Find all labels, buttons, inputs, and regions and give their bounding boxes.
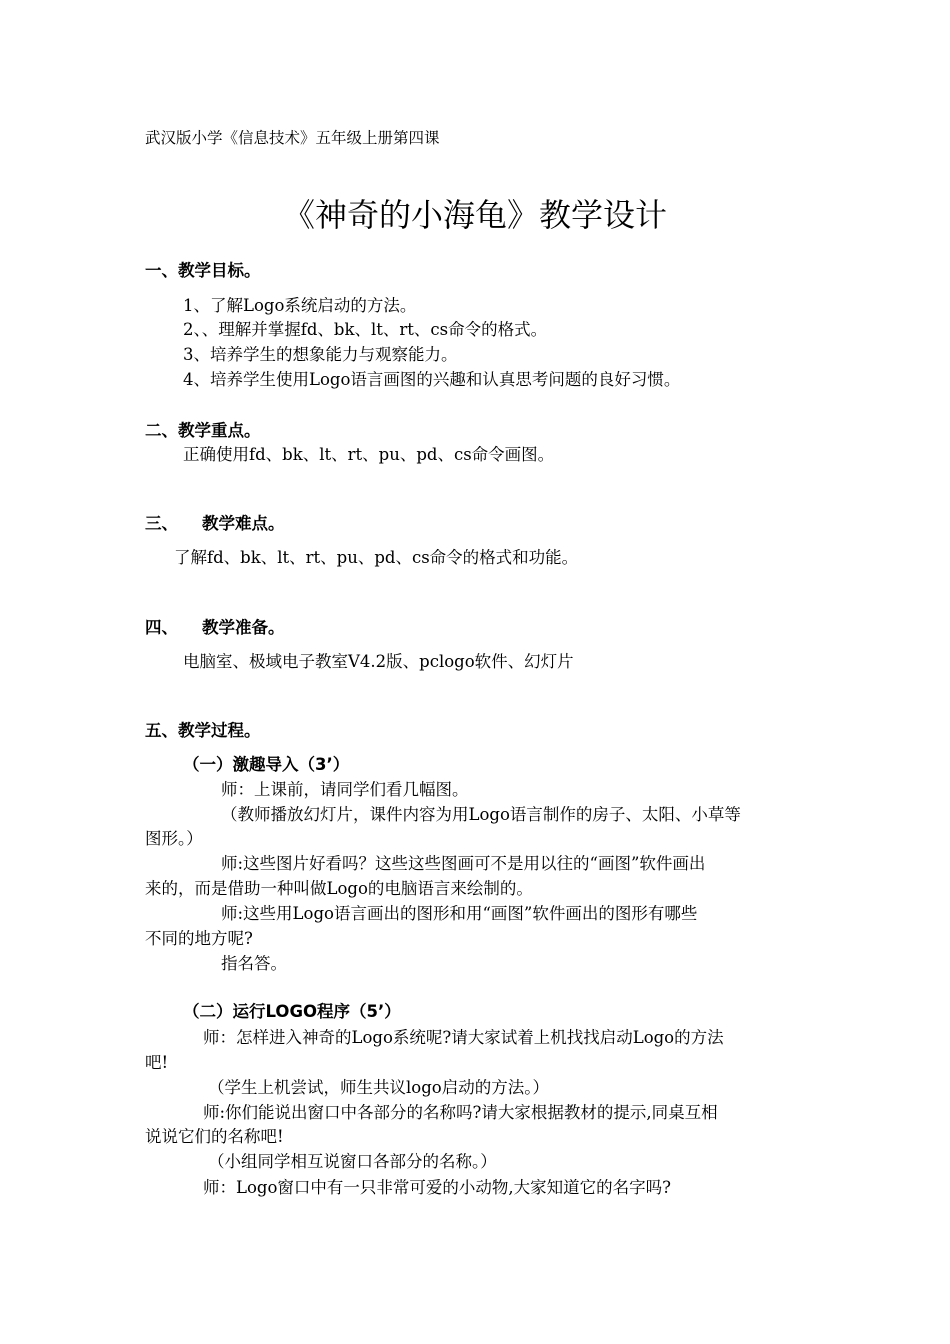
header-line: 武汉版小学《信息技术》五年级上册第四课 — [145, 129, 440, 147]
part-1-line: 师：上课前，请同学们看几幅图。 — [221, 780, 469, 799]
section-4-heading: 教学准备。 — [202, 618, 285, 637]
objective-3: 3、培养学生的想象能力与观察能力。 — [183, 345, 458, 364]
part-2-line: 师:你们能说出窗口中各部分的名称吗?请大家根据教材的提示,同桌互相 — [203, 1103, 718, 1122]
objective-2: 2、、理解并掌握fd、bk、lt、rt、cs命令的格式。 — [183, 320, 548, 339]
section-4-number: 四、 — [145, 618, 178, 637]
section-2-heading: 二、教学重点。 — [145, 421, 261, 440]
part-2-line: 师：怎样进入神奇的Logo系统呢?请大家试着上机找找启动Logo的方法 — [203, 1028, 724, 1047]
objective-4: 4、培养学生使用Logo语言画图的兴趣和认真思考问题的良好习惯。 — [183, 370, 681, 389]
part-2-line: （学生上机尝试，师生共议logo启动的方法。） — [208, 1078, 549, 1097]
document-title: 《神奇的小海龟》教学设计 — [282, 196, 667, 234]
section-3-number: 三、 — [145, 514, 178, 533]
part-1-line: （教师播放幻灯片，课件内容为用Logo语言制作的房子、太阳、小草等 — [221, 805, 741, 824]
part-2-line: （小组同学相互说窗口各部分的名称。） — [208, 1152, 497, 1171]
part-1-line: 不同的地方呢? — [145, 929, 253, 948]
section-2-body: 正确使用fd、bk、lt、rt、pu、pd、cs命令画图。 — [183, 445, 555, 464]
part-2-line: 说说它们的名称吧! — [145, 1127, 284, 1146]
section-3-body: 了解fd、bk、lt、rt、pu、pd、cs命令的格式和功能。 — [174, 548, 579, 567]
section-4-body: 电脑室、极域电子教室V4.2版、pclogo软件、幻灯片 — [183, 652, 574, 671]
part-1-heading: （一）激趣导入（3’） — [183, 755, 350, 774]
part-2-heading: （二）运行LOGO程序（5’） — [183, 1002, 401, 1021]
section-5-heading: 五、教学过程。 — [145, 721, 261, 740]
part-1-line: 来的，而是借助一种叫做Logo的电脑语言来绘制的。 — [145, 879, 533, 898]
part-1-line: 图形。） — [145, 829, 203, 848]
section-3-heading: 教学难点。 — [202, 514, 285, 533]
objective-1: 1、了解Logo系统启动的方法。 — [183, 296, 417, 315]
part-1-line: 指名答。 — [221, 954, 287, 973]
part-1-line: 师:这些图片好看吗？这些这些图画可不是用以往的“画图”软件画出 — [221, 854, 706, 873]
part-2-line: 师：Logo窗口中有一只非常可爱的小动物,大家知道它的名字吗? — [203, 1178, 671, 1197]
part-2-line: 吧! — [145, 1053, 169, 1072]
part-1-line: 师:这些用Logo语言画出的图形和用“画图”软件画出的图形有哪些 — [221, 904, 698, 923]
section-1-heading: 一、教学目标。 — [145, 261, 261, 280]
